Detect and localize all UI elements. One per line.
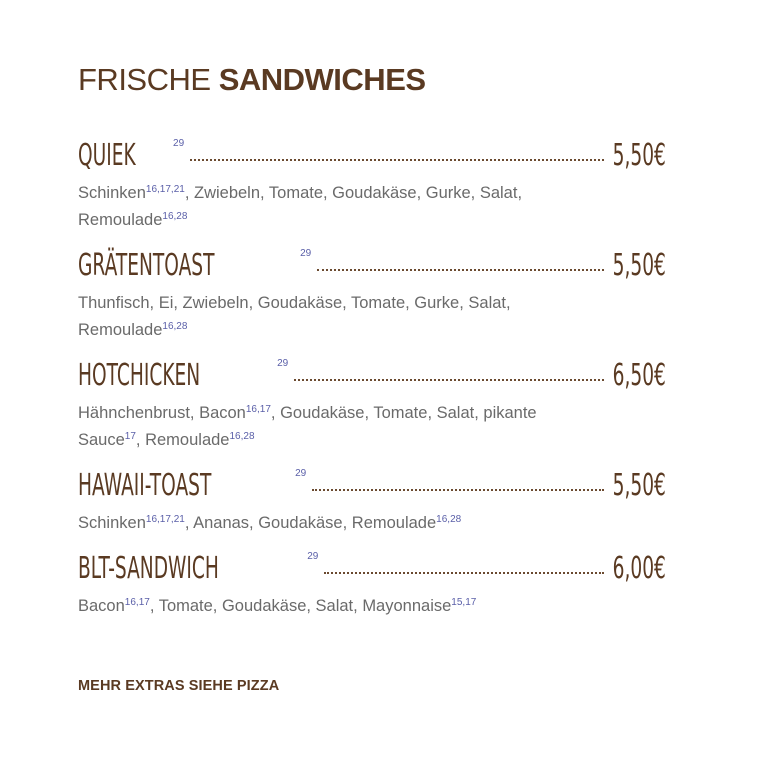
allergen-code: 17 xyxy=(124,431,136,442)
item-description xyxy=(78,290,548,344)
allergen-code: 15,17 xyxy=(451,597,477,608)
item-description xyxy=(78,400,548,454)
description-text: , Tomate, Goudakäse, Salat, Mayonnaise xyxy=(149,597,452,615)
menu-item-header xyxy=(78,464,666,508)
allergen-code: 16,28 xyxy=(162,211,188,222)
dot-leader xyxy=(324,572,604,574)
allergen-code: 16,28 xyxy=(229,431,255,442)
item-name: GRÄTENTOAST xyxy=(78,248,215,283)
item-name: QUIEK xyxy=(78,138,136,173)
description-text: , Goudakäse, Tomate, Salat, xyxy=(270,404,484,422)
menu-item-header xyxy=(78,547,666,591)
description-text: Bacon xyxy=(78,597,125,615)
description-text: Schinken xyxy=(78,184,146,202)
description-text: , Remoulade xyxy=(135,431,230,449)
title-bold: SANDWICHES xyxy=(218,62,426,97)
menu-item-header xyxy=(78,134,666,178)
dot-leader xyxy=(294,379,604,381)
item-name: HAWAII-TOAST xyxy=(78,468,212,503)
menu-item xyxy=(78,547,666,620)
description-text: Remoulade xyxy=(78,211,163,229)
item-name: BLT-SANDWICH xyxy=(78,551,219,586)
item-allergen-code: 29 xyxy=(277,358,289,369)
extras-note: MEHR EXTRAS SIEHE PIZZA xyxy=(78,678,280,694)
allergen-code: 16,17,21 xyxy=(145,184,185,195)
menu-item xyxy=(78,134,666,234)
item-name: HOTCHICKEN xyxy=(78,358,201,393)
description-text: Hähnchenbrust, Bacon xyxy=(78,404,246,422)
item-description xyxy=(78,593,548,620)
item-allergen-code: 29 xyxy=(300,248,312,259)
allergen-code: 16,17 xyxy=(124,597,150,608)
description-text: Thunfisch, Ei, Zwiebeln, Goudakäse, Tomate, Gurke, Salat, xyxy=(78,294,511,312)
dot-leader xyxy=(317,269,604,271)
menu-item xyxy=(78,244,666,344)
item-allergen-code: 29 xyxy=(173,138,185,149)
item-allergen-code: 29 xyxy=(307,551,319,562)
menu-item xyxy=(78,464,666,537)
description-text: Remoulade xyxy=(78,321,163,339)
title-light: FRISCHE xyxy=(78,62,211,97)
description-text: , Zwiebeln, Tomate, Goudakäse, Gurke, Salat, xyxy=(184,184,523,202)
description-text: , Ananas, Goudakäse, Remoulade xyxy=(184,514,437,532)
allergen-code: 16,17 xyxy=(245,404,271,415)
page-title xyxy=(78,58,666,102)
description-text: Schinken xyxy=(78,514,146,532)
item-price: 6,50€ xyxy=(612,358,666,393)
menu-item-header xyxy=(78,244,666,288)
item-price: 5,50€ xyxy=(612,468,666,503)
item-price: 6,00€ xyxy=(612,551,666,586)
item-allergen-code: 29 xyxy=(295,468,307,479)
item-description xyxy=(78,180,548,234)
description-text: pikante Sauce xyxy=(78,404,537,449)
allergen-code: 16,17,21 xyxy=(145,514,185,525)
allergen-code: 16,28 xyxy=(436,514,462,525)
item-price: 5,50€ xyxy=(612,248,666,283)
menu-item xyxy=(78,354,666,454)
menu-list xyxy=(78,134,666,620)
dot-leader xyxy=(190,159,604,161)
allergen-code: 16,28 xyxy=(162,321,188,332)
item-description xyxy=(78,510,548,537)
item-price: 5,50€ xyxy=(612,138,666,173)
menu-item-header xyxy=(78,354,666,398)
dot-leader xyxy=(312,489,604,491)
